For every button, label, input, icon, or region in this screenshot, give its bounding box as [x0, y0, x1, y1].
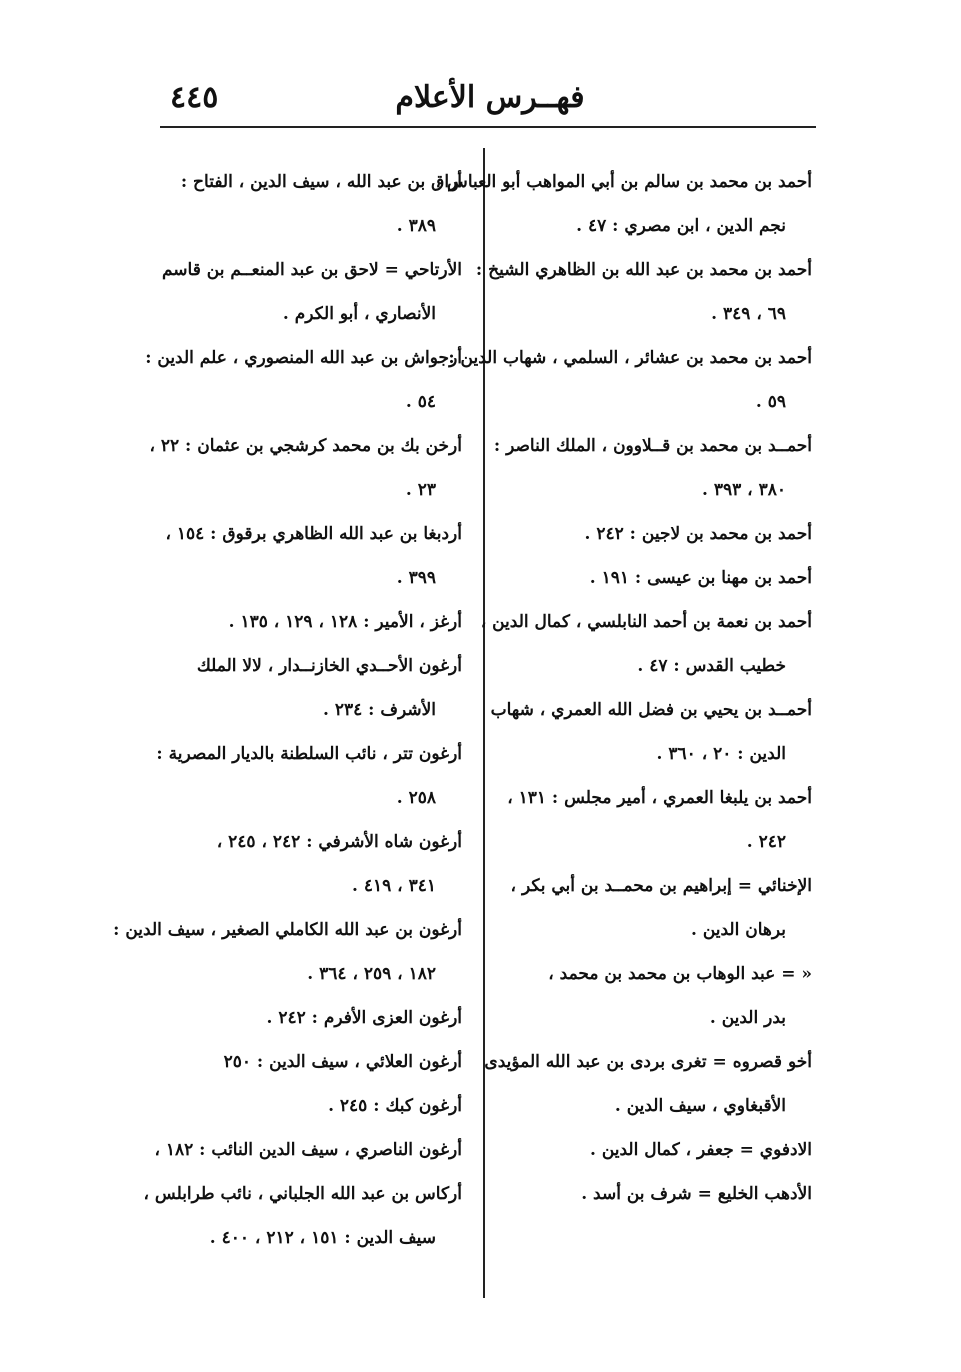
- index-entry: [500, 556, 812, 600]
- index-entry: [490, 688, 812, 776]
- entry-continuation-line: ٣٩٩ .: [396, 568, 436, 588]
- index-entry: [500, 864, 812, 952]
- entry-first-line: أحمد بن مهنا بن عيسى : ١٩١ .: [589, 568, 812, 588]
- entry-continuation-line: خطيب القدس : ٤٧ .: [637, 656, 786, 676]
- index-entry: [435, 160, 812, 248]
- index-entry: [475, 248, 812, 336]
- entry-first-line: أرخن بك بن محمد كرشجي بن عثمان : ٢٢ ،: [149, 436, 462, 456]
- entry-first-line: أرغون الناصري ، سيف الدين النائب : ١٨٢ ،: [154, 1140, 462, 1160]
- entry-first-line: « = عبد الوهاب بن محمد بن محمد ،: [548, 964, 812, 984]
- entry-continuation-line: ٣٨٩ .: [396, 216, 436, 236]
- index-entry: [113, 908, 462, 996]
- entry-first-line: أحمد بن يلبغا العمري ، أمير مجلس : ١٣١ ،: [507, 788, 812, 808]
- entry-first-line: أحمــد بن يحيي بن فضل الله العمري ، شهاب: [490, 700, 812, 720]
- entry-first-line: أخو قصروه = تغرى بردى بن عبد الله المؤيدى: [484, 1052, 812, 1072]
- index-entry: [145, 336, 462, 424]
- index-entry: [158, 996, 462, 1040]
- index-entry: [158, 1040, 462, 1084]
- entry-first-line: أرغون شاه الأشرفي : ٢٤٢ ، ٢٤٥ ،: [216, 832, 462, 852]
- entry-first-line: أردبغا بن عبد الله الظاهري برقوق : ١٥٤ ،: [165, 524, 462, 544]
- entry-continuation-line: ٥٤ .: [405, 392, 436, 412]
- index-entry: [448, 336, 812, 424]
- entry-first-line: أحمد بن نعمة بن أحمد النابلسي ، كمال الدين ،: [480, 612, 812, 632]
- index-entry: [500, 1172, 812, 1216]
- entry-first-line: أحمــد بن محمد بن قــلاوون ، الملك الناصر :: [493, 436, 812, 456]
- index-entry: [484, 1040, 812, 1128]
- index-entry: [500, 776, 812, 864]
- entry-first-line: الأدهب الخليع = شرف بن أسد .: [581, 1184, 812, 1204]
- entry-continuation-line: برهان الدين .: [691, 920, 786, 940]
- index-entry: [158, 1084, 462, 1128]
- entry-continuation-line: ٢٥٨ .: [396, 788, 436, 808]
- entry-first-line: الادفوي = جعفر ، كمال الدين .: [589, 1140, 812, 1160]
- entry-continuation-line: بدر الدين .: [709, 1008, 786, 1028]
- entry-first-line: أراق بن عبد الله ، سيف الدين ، الفتاح :: [180, 172, 462, 192]
- entry-continuation-line: ٦٩ ، ٣٤٩ .: [711, 304, 786, 324]
- entry-continuation-line: الأنصاري ، أبو الكرم .: [282, 304, 436, 324]
- entry-first-line: الأرتاحي = لاحق بن عبد المنعــم بن قاسم: [161, 260, 462, 280]
- entry-first-line: أحمد بن محمد بن عشائر ، السلمي ، شهاب الدين :: [448, 348, 812, 368]
- index-entry: [500, 1128, 812, 1172]
- column-divider: [483, 148, 485, 1298]
- index-entry: [158, 644, 462, 732]
- index-entry: [480, 600, 812, 688]
- entry-continuation-line: ٣٨٠ ، ٣٩٣ .: [702, 480, 786, 500]
- index-entry: [158, 160, 462, 248]
- entry-continuation-line: ٣٤١ ، ٤١٩ .: [352, 876, 436, 896]
- index-entry: [158, 732, 462, 820]
- entry-continuation-line: ٢٣ .: [405, 480, 436, 500]
- entry-first-line: أحمد بن محمد بن سالم بن أبي المواهب أبو العباس ،: [435, 172, 812, 192]
- page-title: فهــرس الأعلام: [395, 80, 585, 115]
- right-column: [435, 160, 812, 1216]
- index-entry: [493, 424, 812, 512]
- entry-continuation-line: ٢٤٢ .: [746, 832, 786, 852]
- entry-continuation-line: الدين : ٢٠ ، ٣٦٠ .: [656, 744, 786, 764]
- left-column: [113, 160, 462, 1260]
- entry-first-line: أرغون العلائي ، سيف الدين : ٢٥٠: [223, 1052, 462, 1072]
- entry-first-line: أرغز ، الأمير : ١٢٨ ، ١٢٩ ، ١٣٥ .: [228, 612, 462, 632]
- index-entry: [500, 952, 812, 1040]
- entry-first-line: أركاس بن عبد الله الجلباني ، نائب طرابلس ،: [143, 1184, 462, 1204]
- entry-continuation-line: ١٨٢ ، ٢٥٩ ، ٣٦٤ .: [307, 964, 436, 984]
- entry-first-line: أرغون العزى الأفرم : ٢٤٢ .: [266, 1008, 462, 1028]
- index-entry: [158, 248, 462, 336]
- header-rule: [160, 126, 816, 128]
- entry-first-line: أرجواش بن عبد الله المنصوري ، علم الدين :: [145, 348, 462, 368]
- index-entry: [149, 424, 462, 512]
- entry-first-line: أرغون بن عبد الله الكاملي الصغير ، سيف الدين :: [113, 920, 462, 940]
- entry-first-line: أرغون كبك : ٢٤٥ .: [328, 1096, 462, 1116]
- entry-first-line: الإخنائي = إبراهيم بن محمــد بن أبي بكر ،: [510, 876, 812, 896]
- entry-continuation-line: الأشرف : ٢٣٤ .: [322, 700, 436, 720]
- index-entry: [158, 512, 462, 600]
- entry-continuation-line: الأقبغاوي ، سيف الدين .: [614, 1096, 786, 1116]
- entry-first-line: أرغون تتر ، نائب السلطنة بالديار المصرية :: [156, 744, 462, 764]
- entry-first-line: أحمد بن محمد بن لاجين : ٢٤٢ .: [584, 524, 812, 544]
- entry-continuation-line: سيف الدين : ١٥١ ، ٢١٢ ، ٤٠٠ .: [209, 1228, 436, 1248]
- index-entry: [143, 1172, 462, 1260]
- entry-first-line: أحمد بن محمد بن عبد الله بن الظاهري الشيخ :: [475, 260, 812, 280]
- entry-first-line: أرغون الأحــدي الخازنــدار ، لالا الملك: [196, 656, 462, 676]
- entry-continuation-line: نجم الدين ، ابن مصري : ٤٧ .: [576, 216, 786, 236]
- index-entry: [154, 1128, 462, 1172]
- index-entry: [158, 820, 462, 908]
- index-entry: [500, 512, 812, 556]
- page-header: [160, 68, 816, 126]
- entry-continuation-line: ٥٩ .: [755, 392, 786, 412]
- index-entry: [158, 600, 462, 644]
- page-number: ٤٤٥: [170, 80, 219, 115]
